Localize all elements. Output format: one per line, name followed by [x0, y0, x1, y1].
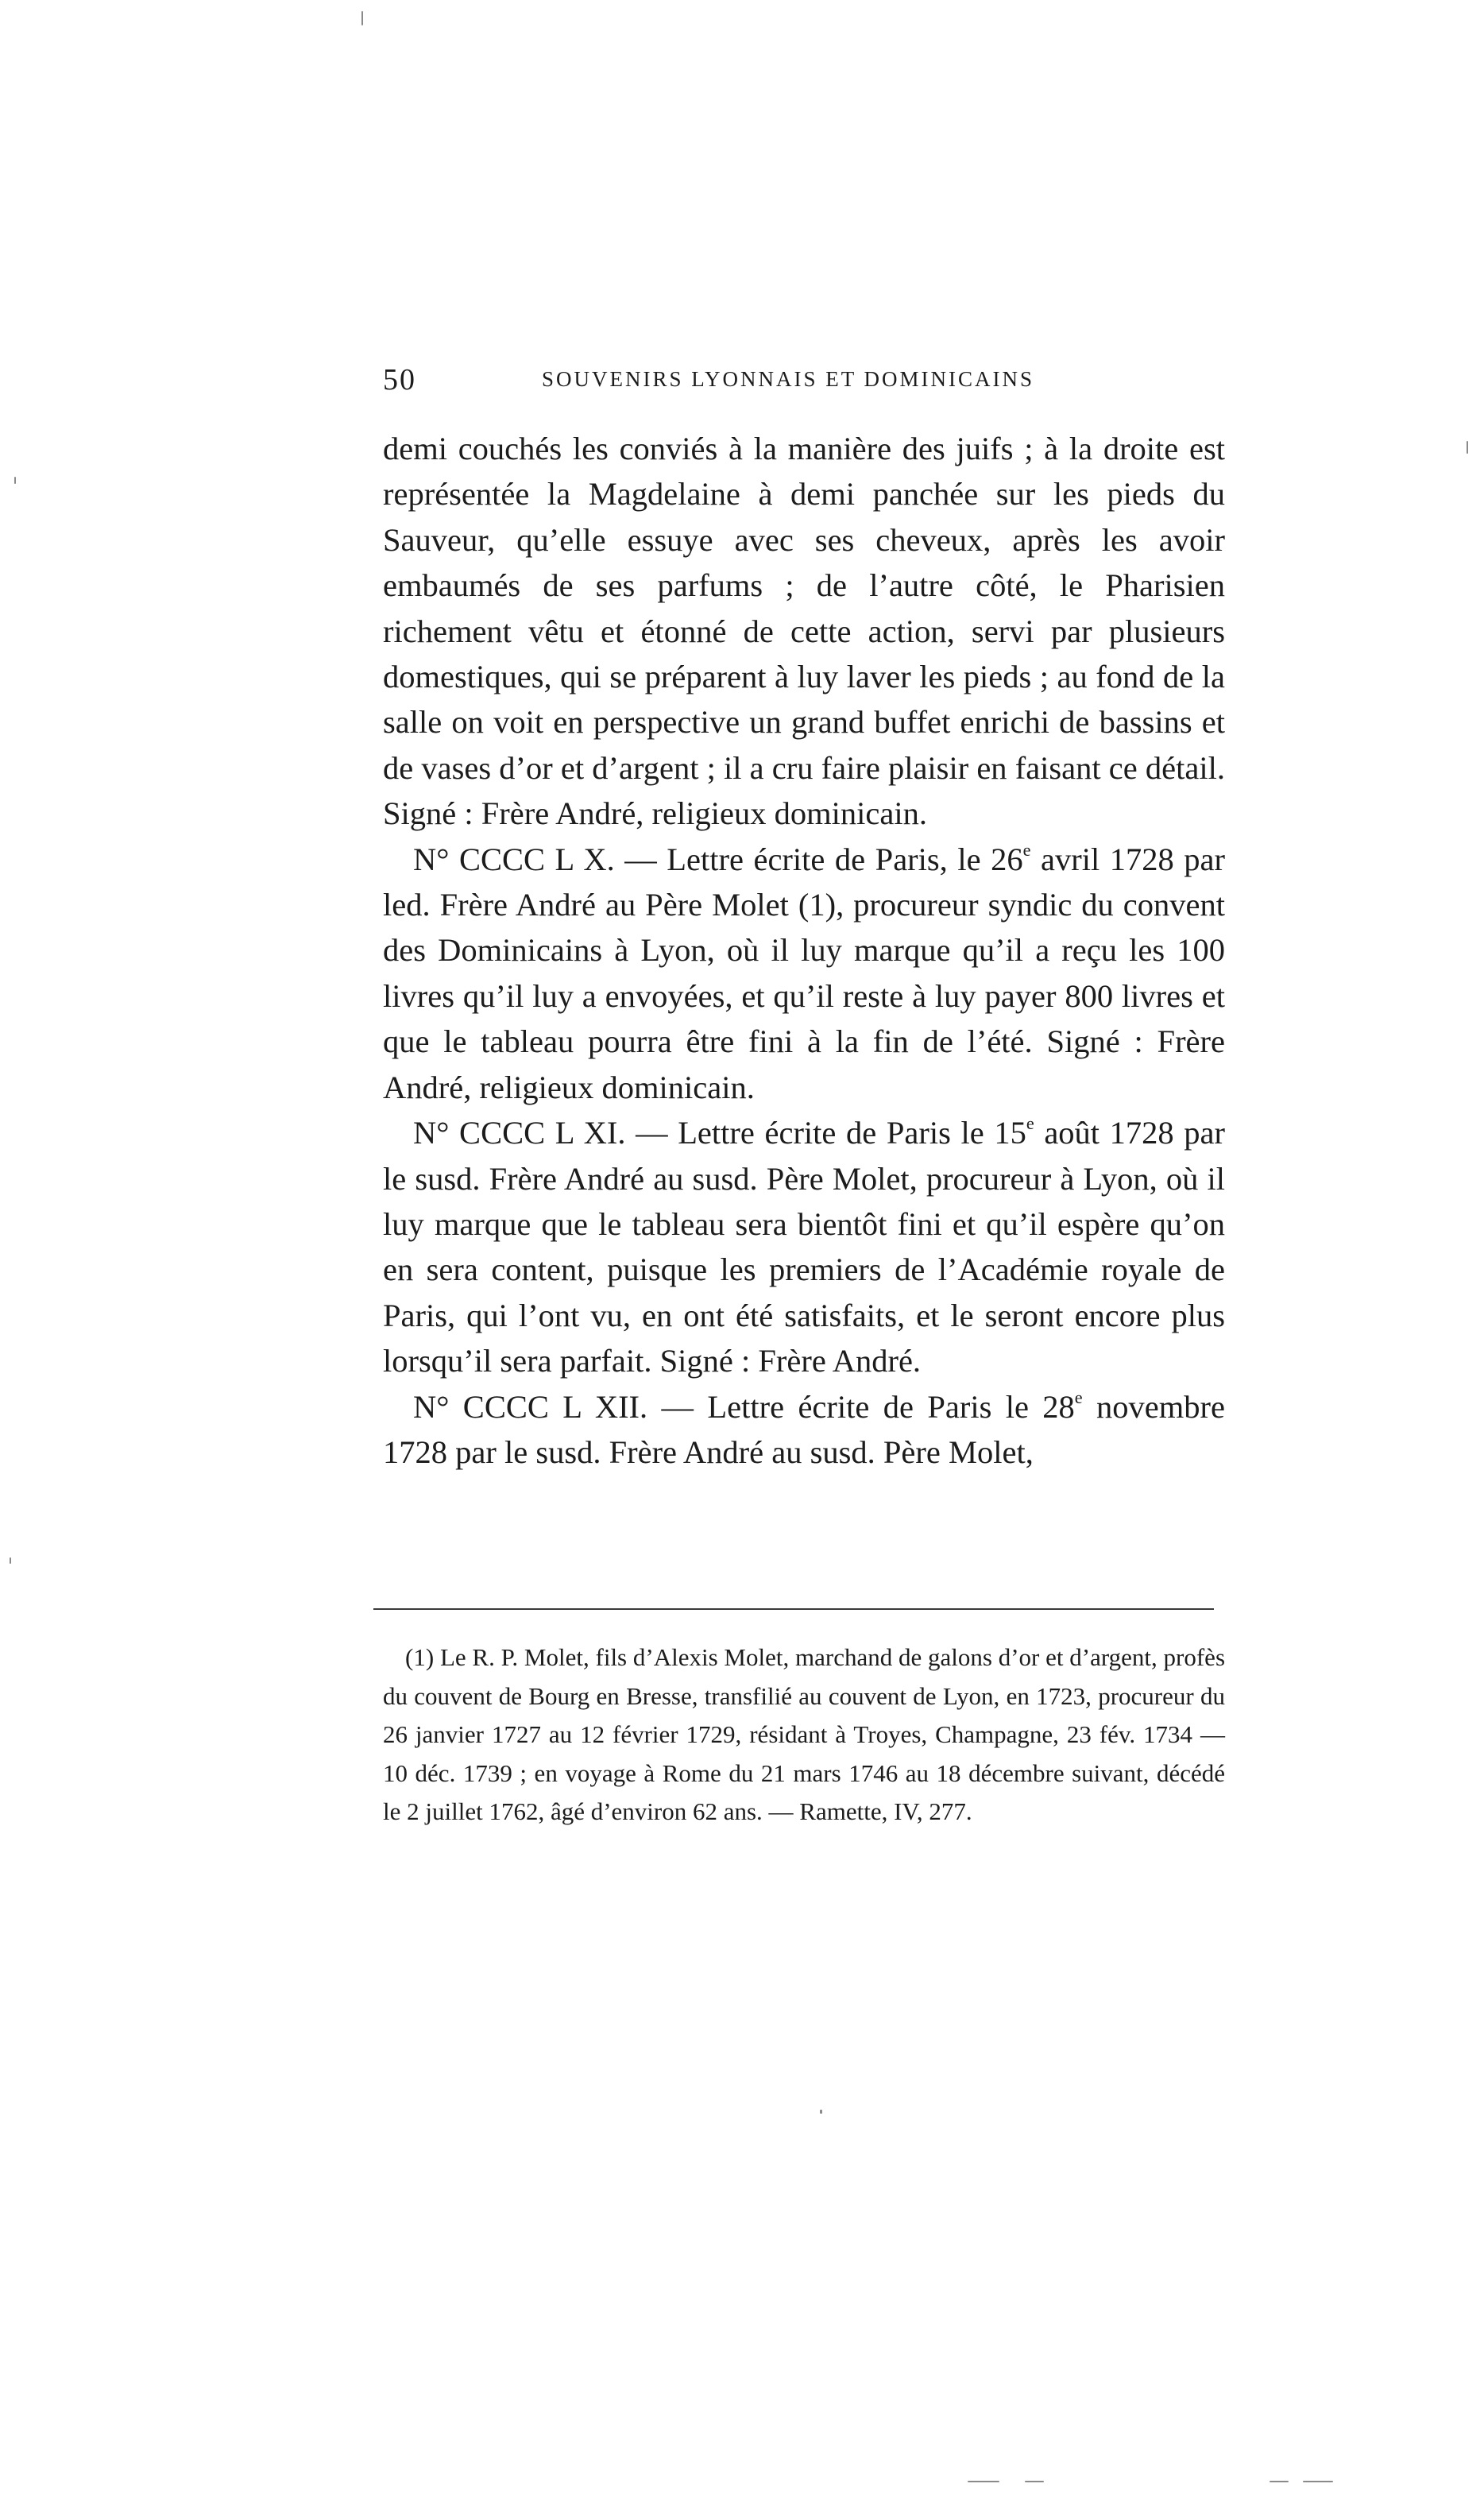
superscript: e: [1026, 1113, 1034, 1134]
running-head: [383, 362, 1225, 402]
scan-speck: [10, 1557, 11, 1564]
entry-paragraph: [383, 837, 1225, 1110]
entry-number: N° CCCC L X.: [413, 841, 615, 877]
scan-speck: [1303, 2481, 1333, 2482]
entry-number: N° CCCC L XII.: [413, 1388, 648, 1425]
footnotes: [383, 1638, 1225, 1832]
entry-text: avril 1728 par led. Frère André au Père Molet (1), procureur syndic du convent des Dominicains à Lyon, où il luy marque qu’il a reçu les 100 livres qu’il luy a envoyées, et qu’il reste à luy payer 800 livres et que le tableau pourra être fini à la fin de l’été. Signé : Frère André, religieux dominicain.: [383, 841, 1226, 1105]
page-number: 50: [383, 363, 416, 397]
scan-speck: [968, 2481, 999, 2482]
scan-speck: [1270, 2481, 1289, 2482]
footnote-rule: [373, 1608, 1214, 1610]
body-text: [383, 426, 1225, 1475]
entry-text: août 1728 par le susd. Frère André au susd. Père Molet, procureur à Lyon, où il luy marque que le tableau sera bientôt fini et qu’il espère qu’on en sera content, puisque les premiers de l’Académie royale de Paris, qui l’ont vu, en ont été satisfaits, et le seront encore plus lorsqu’il sera parfait. Signé : Frère André.: [383, 1115, 1226, 1379]
running-title: SOUVENIRS LYONNAIS ET DOMINICAINS: [542, 367, 1035, 391]
scan-speck: [820, 2110, 822, 2114]
footnote: [383, 1638, 1225, 1832]
entry-text: — Lettre écrite de Paris le 15: [636, 1115, 1026, 1151]
scan-speck: [361, 11, 363, 25]
footnote-marker: (1): [405, 1643, 435, 1671]
continuation-paragraph: demi couchés les conviés à la manière des juifs ; à la droite est représentée la Magdelaine à demi panchée sur les pieds du Sauveur, qu’elle essuye avec ses cheveux, après les avoir embaumés de ses parfums ; de l’autre côté, le Pharisien richement vêtu et étonné de cette action, servi par plusieurs domestiques, qui se préparent à luy laver les pieds ; au fond de la salle on voit en perspective un grand buffet enrichi de bassins et de vases d’or et d’argent ; il a cru faire plaisir en faisant ce détail. Signé : Frère André, religieux dominicain.: [383, 431, 1225, 832]
entry-text: — Lettre écrite de Paris, le 26: [624, 841, 1023, 877]
footnote-text: Le R. P. Molet, fils d’Alexis Molet, marchand de galons d’or et d’argent, profès du couvent de Bourg en Bresse, transfilié au couvent de Lyon, en 1723, procureur du 26 janvier 1727 au 12 février 1729, résidant à Troyes, Champagne, 23 fév. 1734 — 10 déc. 1739 ; en voyage à Rome du 21 mars 1746 au 18 décembre suivant, décédé le 2 juillet 1762, âgé d’environ 62 ans. — Ramette, IV, 277.: [383, 1643, 1226, 1825]
scan-speck: [1025, 2481, 1044, 2482]
scan-speck: [1467, 441, 1468, 454]
entry-paragraph: [383, 1110, 1225, 1383]
entry-text: novembre 1728 par le susd. Frère André au susd. Père Molet,: [383, 1388, 1225, 1470]
superscript: e: [1022, 839, 1031, 860]
entry-number: N° CCCC L XI.: [413, 1115, 626, 1151]
scan-speck: [14, 477, 16, 484]
entry-paragraph: [383, 1384, 1225, 1476]
entry-text: — Lettre écrite de Paris le 28: [661, 1388, 1075, 1425]
superscript: e: [1074, 1387, 1083, 1407]
